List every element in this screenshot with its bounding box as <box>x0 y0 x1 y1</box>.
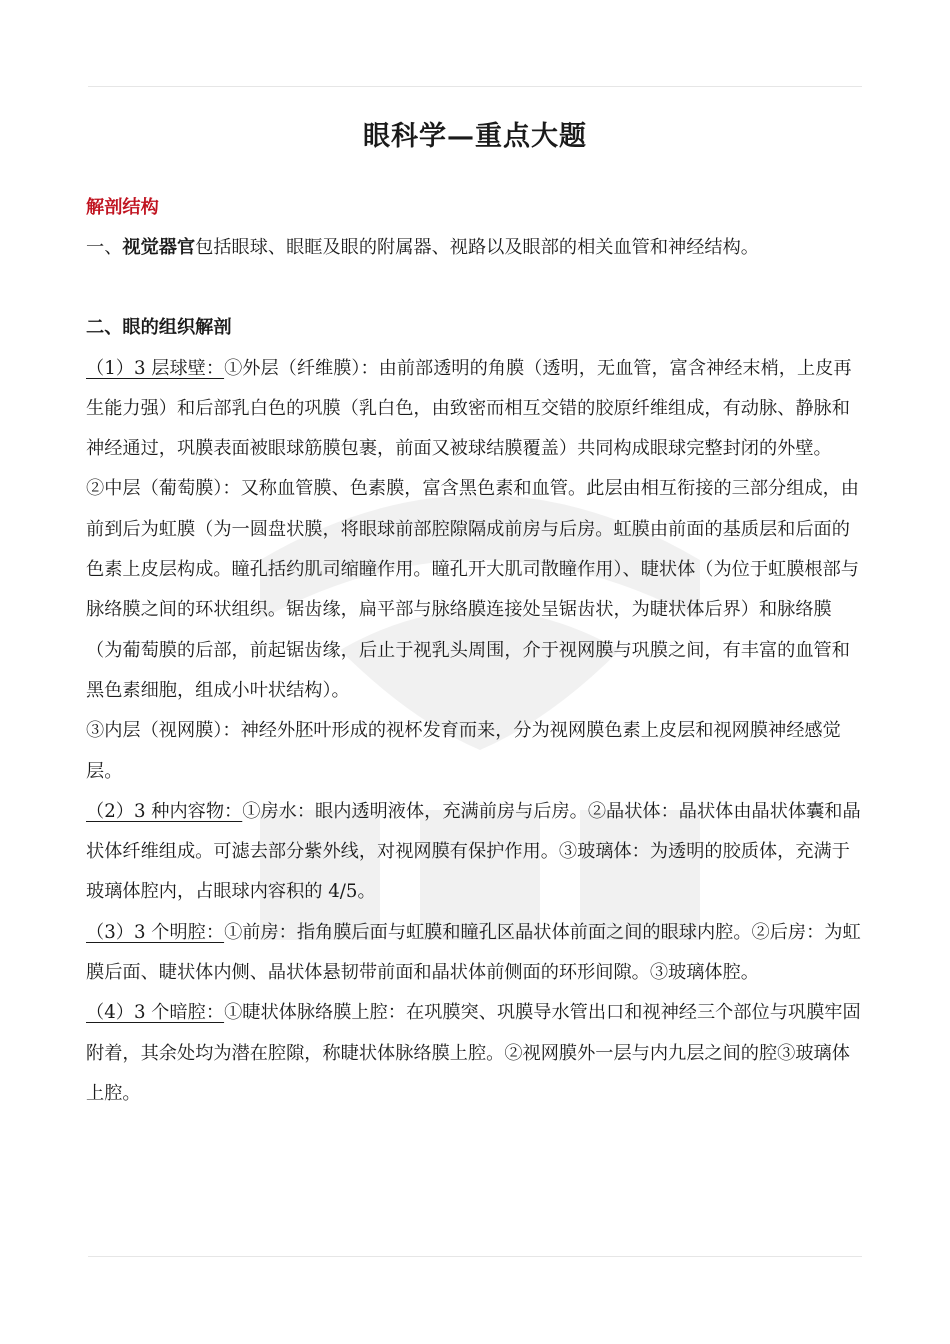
item-label: （2）3 种内容物： <box>86 800 243 822</box>
item-contents <box>86 792 862 913</box>
item-text: ①前房：指角膜后面与虹膜和瞳孔区晶状体前面之间的眼球内腔。②后房：为虹膜后面、睫状体内侧、晶状体悬韧带前面和晶状体前侧面的环形间隙。③玻璃体腔。 <box>86 921 861 984</box>
item-text: ①睫状体脉络膜上腔：在巩膜突、巩膜导水管出口和视神经三个部位与巩膜牢固附着，其余处均为潜在腔隙，称睫状体脉络膜上腔。②视网膜外一层与内九层之间的腔③玻璃体上腔。 <box>86 1002 861 1104</box>
item-label: （1）3 层球壁： <box>86 357 225 379</box>
item-label: （4）3 个暗腔： <box>86 1002 225 1024</box>
item-bright-cavities <box>86 913 862 994</box>
item-eyeball-wall <box>86 349 862 470</box>
top-rule <box>88 86 862 87</box>
item-inner-layer: ③内层（视网膜）：神经外胚叶形成的视杯发育而来，分为视网膜色素上皮层和视网膜神经感觉层。 <box>86 720 841 782</box>
paragraph-text: 包括眼球、眼眶及眼的附属器、视路以及眼部的相关血管和神经结构。 <box>195 237 759 258</box>
section-label: 解剖结构 <box>86 197 159 218</box>
spacer <box>86 268 862 308</box>
paragraph-visual-organ <box>86 228 862 268</box>
item-label: （3）3 个明腔： <box>86 921 225 943</box>
paragraph-prefix: 一、 <box>86 237 123 258</box>
item-dark-cavities <box>86 993 862 1114</box>
item-text: ①房水：眼内透明液体，充满前房与后房。②晶状体：晶状体由晶状体囊和晶状体纤维组成。可滤去部分紫外线，对视网膜有保护作用。③玻璃体：为透明的胶质体，充满于玻璃体腔内，占眼球内容积的 4/5。 <box>86 800 861 903</box>
section-heading: 二、眼的组织解剖 <box>86 317 232 339</box>
document-body <box>86 188 862 1114</box>
item-middle-layer: ②中层（葡萄膜）：又称血管膜、色素膜，富含黑色素和血管。此层由相互衔接的三部分组成，由前到后为虹膜（为一圆盘状膜，将眼球前部腔隙隔成前房与后房。虹膜由前面的基质层和后面的色素上皮层构成。瞳孔括约肌司缩瞳作用。瞳孔开大肌司散瞳作用）、睫状体（为位于虹膜根部与脉络膜之间的环状组织。锯齿缘，扁平部与脉络膜连接处呈锯齿状，为睫状体后界）和脉络膜（为葡萄膜的后部，前起锯齿缘，后止于视乳头周围，介于视网膜与巩膜之间，有丰富的血管和黑色素细胞，组成小叶状结构）。 <box>86 478 859 701</box>
item-text: ①外层（纤维膜）：由前部透明的角膜（透明，无血管，富含神经末梢，上皮再生能力强）和后部乳白色的巩膜（乳白色，由致密而相互交错的胶原纤维组成，有动脉、静脉和神经通过，巩膜表面被眼球筋膜包裹，前面又被球结膜覆盖）共同构成眼球完整封闭的外壁。 <box>86 357 852 460</box>
bottom-rule <box>88 1256 862 1257</box>
page-title: 眼科学—重点大题 <box>363 121 587 152</box>
key-term: 视觉器官 <box>122 237 196 258</box>
